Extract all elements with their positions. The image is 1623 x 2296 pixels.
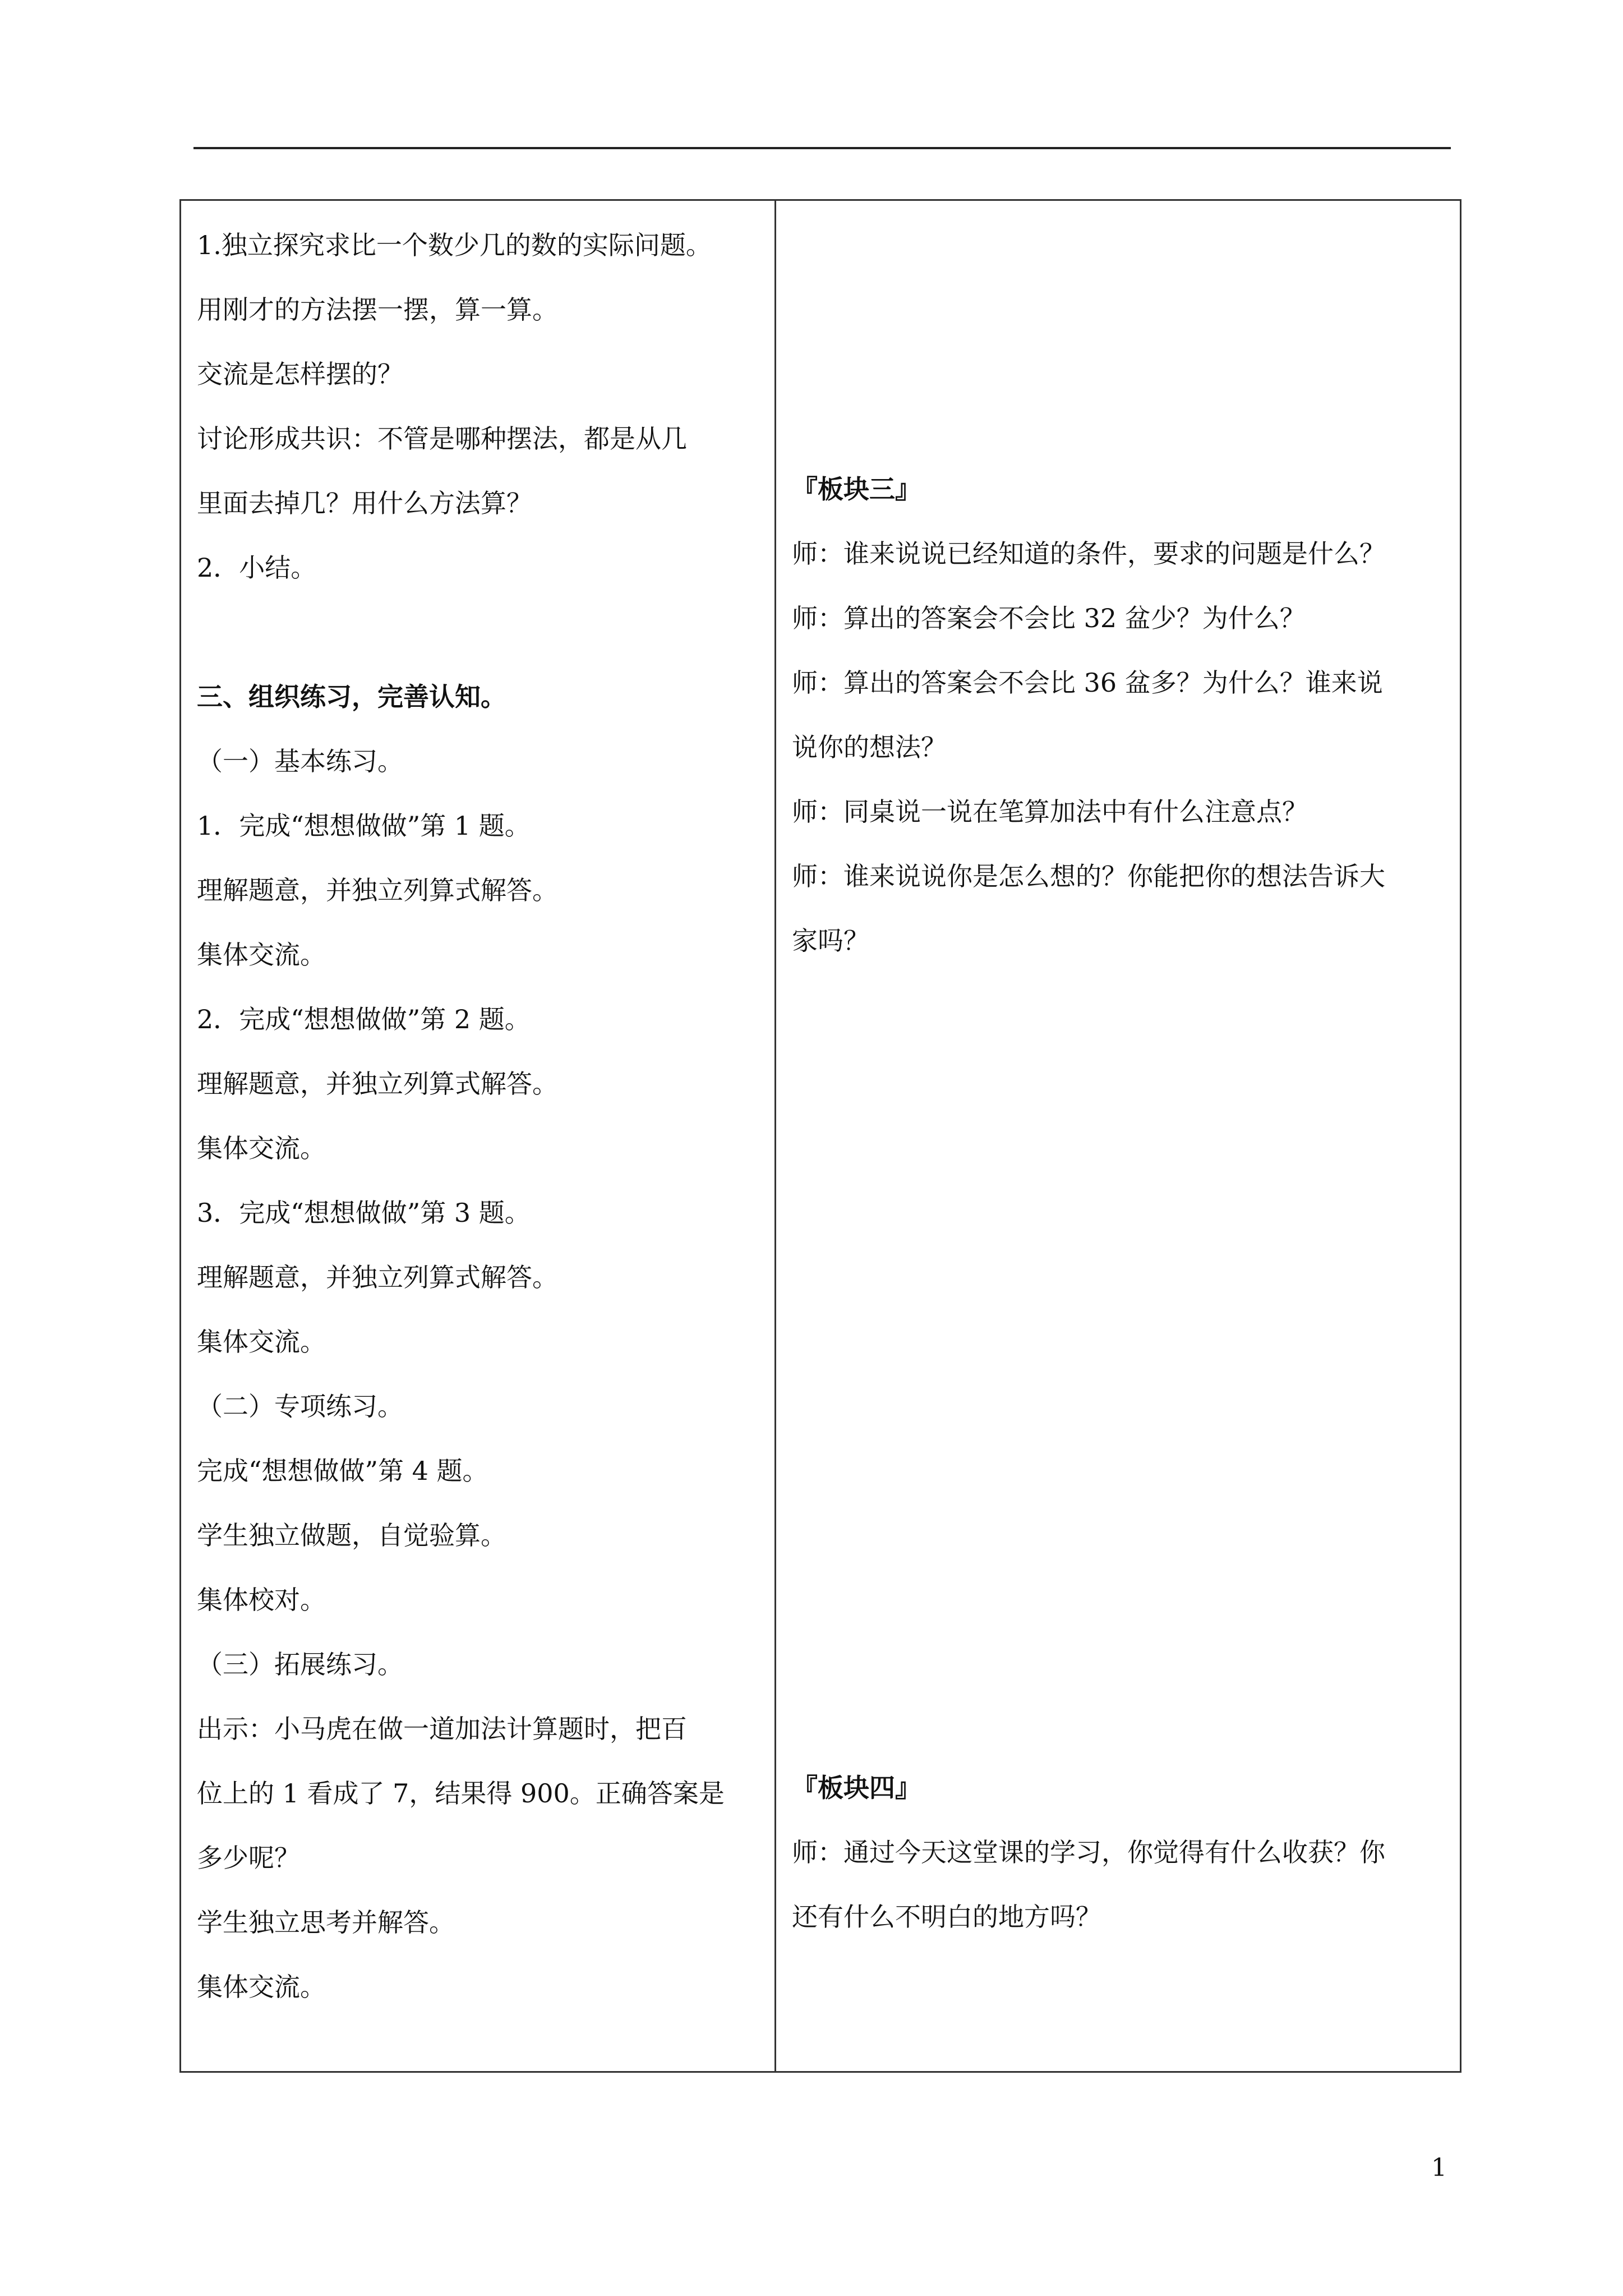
text-line: 集体校对。: [197, 1585, 326, 1615]
text-line: 师：谁来说说已经知道的条件，要求的问题是什么？: [792, 539, 1385, 569]
page-number: 1: [1431, 2154, 1447, 2182]
block-title: 『板块三』: [792, 474, 921, 504]
text-line: 集体交流。: [197, 940, 326, 970]
text-line: 理解题意，并独立列算式解答。: [197, 1069, 558, 1099]
text-line: 用刚才的方法摆一摆，算一算。: [197, 295, 558, 325]
text-line: 理解题意，并独立列算式解答。: [197, 1262, 558, 1292]
block-four: [792, 1756, 1385, 1949]
text-line: 集体交流。: [197, 1327, 326, 1357]
text-line: 理解题意，并独立列算式解答。: [197, 875, 558, 905]
text-line: （三）拓展练习。: [197, 1649, 403, 1680]
block-three: [792, 457, 1385, 973]
text-line: （二）专项练习。: [197, 1391, 403, 1421]
text-line: 位上的 1 看成了 7，结果得 900。正确答案是: [197, 1778, 725, 1809]
teaching-process-column: [181, 199, 774, 2073]
text-line: 2．小结。: [197, 553, 317, 583]
text-line: 完成“想想做做”第 4 题。: [197, 1456, 488, 1486]
text-line: 集体交流。: [197, 1972, 326, 2002]
text-line: 学生独立思考并解答。: [197, 1907, 455, 1938]
header-rule: [193, 147, 1451, 149]
text-line: 学生独立做题，自觉验算。: [197, 1520, 506, 1550]
text-line: 师：算出的答案会不会比 32 盆少？为什么？: [792, 603, 1306, 633]
text-line: 1.独立探究求比一个数少几的数的实际问题。: [197, 230, 712, 260]
text-line: 1．完成“想想做做”第 1 题。: [197, 811, 531, 841]
text-line: 师：通过今天这堂课的学习，你觉得有什么收获？你: [792, 1837, 1385, 1867]
text-line: 出示：小马虎在做一道加法计算题时，把百: [197, 1714, 687, 1744]
text-line: 多少呢？: [197, 1843, 300, 1873]
text-line: 师：谁来说说你是怎么想的？你能把你的想法告诉大: [792, 861, 1385, 891]
text-line: 还有什么不明白的地方吗？: [792, 1902, 1101, 1932]
text-line: 讨论形成共识：不管是哪种摆法，都是从几: [197, 424, 687, 454]
blank-line: [197, 600, 774, 665]
block-title: 『板块四』: [792, 1773, 921, 1803]
text-line: 里面去掉几？用什么方法算？: [197, 488, 532, 518]
design-intent-column: [776, 199, 1460, 2073]
text-line: 3．完成“想想做做”第 3 题。: [197, 1198, 531, 1228]
text-line: 说你的想法？: [792, 732, 947, 762]
text-line: 师：同桌说一说在笔算加法中有什么注意点？: [792, 797, 1308, 827]
text-line: 集体交流。: [197, 1133, 326, 1163]
text-line: 师：算出的答案会不会比 36 盆多？为什么？谁来说: [792, 668, 1383, 698]
text-line: （一）基本练习。: [197, 746, 403, 776]
text-line: 2．完成“想想做做”第 2 题。: [197, 1004, 531, 1034]
text-line: 交流是怎样摆的？: [197, 359, 403, 389]
text-line: 家吗？: [792, 926, 869, 956]
section-heading: 三、组织练习，完善认知。: [197, 682, 506, 712]
